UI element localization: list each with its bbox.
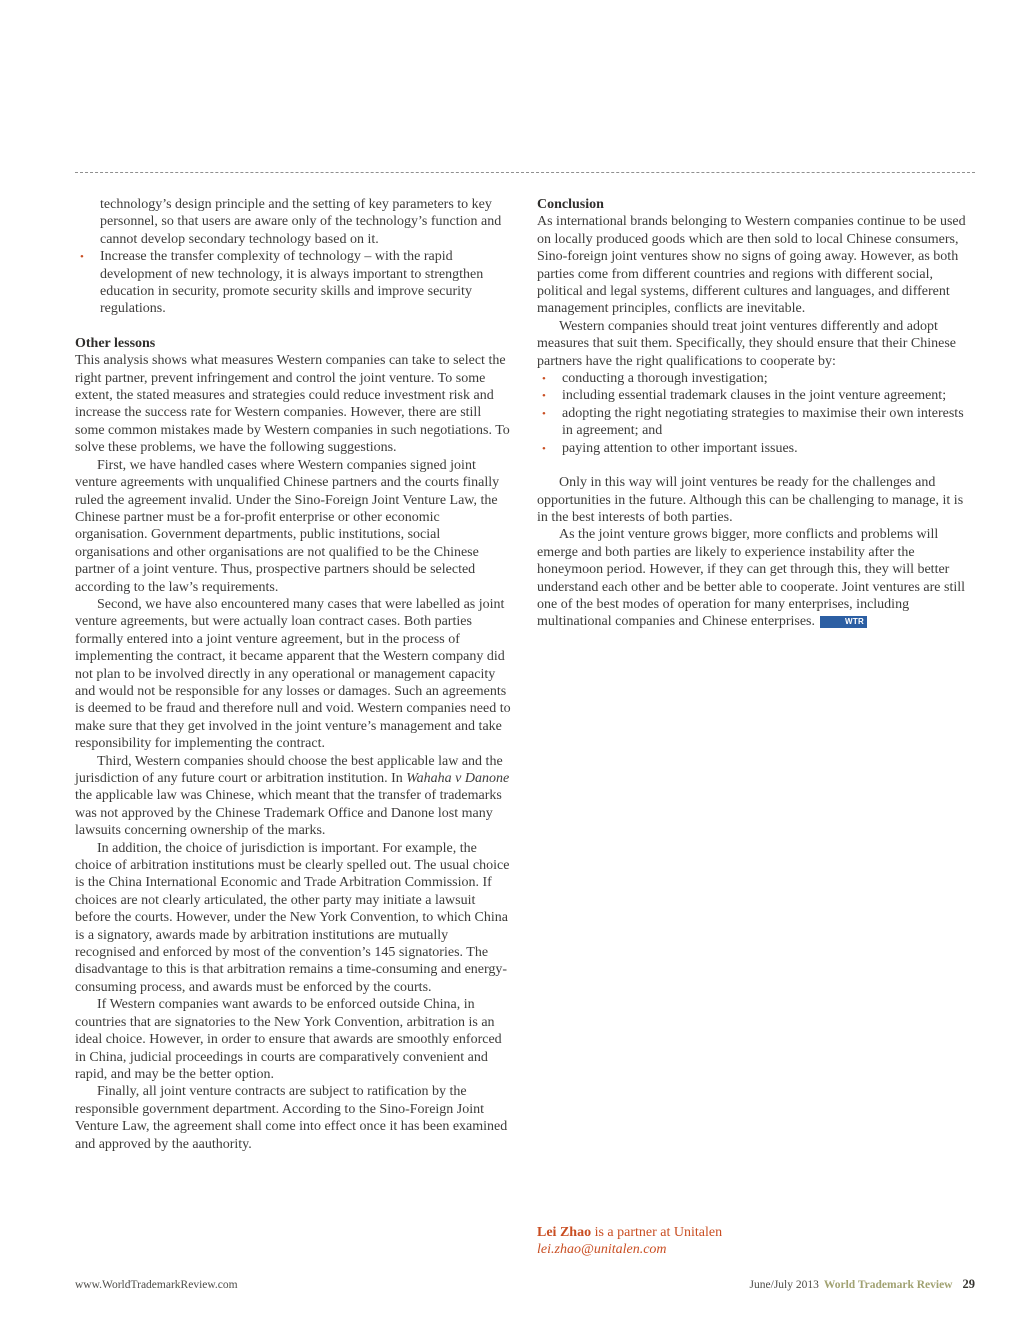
footer-right <box>750 1276 975 1294</box>
case-paragraph-before: Third, Western companies should choose the best applicable law and the jurisdiction of any future court or arbitration institution. In <box>75 753 503 786</box>
footer-publication-name: World Trademark Review <box>823 1279 953 1291</box>
body-paragraph: Only in this way will joint ventures be ready for the challenges and opportunities in the future. Although this can be challenging to manage, it is in the best interests of both parties. <box>537 475 964 525</box>
bullet-icon: • <box>542 442 546 455</box>
list-item-text: technology’s design principle and the setting of key parameters to key personnel, so that users are aware only of the technology’s function and cannot develop secondary technology based on it. <box>100 197 502 247</box>
author-title: is a partner at Unitalen <box>591 1225 723 1240</box>
list-item <box>537 387 975 404</box>
author-block <box>537 1224 975 1259</box>
list-item <box>75 248 512 318</box>
right-column <box>537 196 975 631</box>
author-email: lei.zhao@unitalen.com <box>537 1242 667 1258</box>
list-item-text: Increase the transfer complexity of technology – with the rapid development of new technology, it is always important to strengthen education in security, promote security skills and improve security regulations. <box>100 249 484 317</box>
body-paragraph: In addition, the choice of jurisdiction is important. For example, the choice of arbitration institutions must be clearly spelled out. The usual choice is the China International Economic and Trade Arbitration Commission. If choices are not clearly articulated, the other party may initiate a lawsuit before the courts. However, under the New York Convention, to which China is a signatory, awards made by arbitration institutions are mutually recognised and enforced by most of the convention’s 145 signatories. The disadvantage to this is that arbitration remains a time-consuming and energy-consuming process, and awards must be enforced by the courts. <box>75 840 510 995</box>
author-name: Lei Zhao <box>537 1225 592 1240</box>
body-paragraph-final <box>537 526 975 630</box>
left-column <box>75 196 512 1153</box>
body-paragraph-case <box>75 753 512 840</box>
section-heading-other-lessons: Other lessons <box>75 335 156 351</box>
bullet-icon: • <box>80 251 84 264</box>
bullet-icon: • <box>542 373 546 386</box>
list-item-continuation <box>75 196 512 248</box>
list-item-text: conducting a thorough investigation; <box>562 371 768 387</box>
case-name: Wahaha v Danone <box>406 771 510 786</box>
body-paragraph: Western companies should treat joint ventures differently and adopt measures that suit them. Specifically, they should ensure that their Chinese partners have the right qualifications to cooperate by: <box>537 318 956 369</box>
section-heading-conclusion: Conclusion <box>537 197 604 212</box>
case-paragraph-after: the applicable law was Chinese, which meant that the transfer of trademarks was not approved by the Chinese Trademark Office and Danone lost many lawsuits concerning ownership of the marks. <box>75 788 502 839</box>
top-dashed-rule <box>75 172 975 173</box>
list-item <box>537 440 975 457</box>
body-paragraph: Finally, all joint venture contracts are subject to ratification by the responsible government department. According to the Sino-Foreign Joint Venture Law, the agreement shall come into effect once it has been examined and approved by the aauthority. <box>75 1084 508 1152</box>
body-paragraph: Second, we have also encountered many cases that were labelled as joint venture agreements, but were actually loan contract cases. Both parties formally entered into a joint venture agreement, but in the process of implementing the contract, it became apparent that the Western company did not plan to be involved directly in any operational or management capacity and would not be responsible for any losses or damages. Such an agreements is deemed to be fraud and therefore null and void. Western companies need to make sure that they get involved in the joint venture’s management and take responsibility for implementing the contract. <box>75 596 511 752</box>
footer-page-number: 29 <box>962 1277 975 1291</box>
footer-website: www.WorldTrademarkReview.com <box>75 1279 238 1291</box>
bullet-icon: • <box>542 390 546 403</box>
list-item-text: including essential trademark clauses in the joint venture agreement; <box>562 388 947 404</box>
body-paragraph: As international brands belonging to Western companies continue to be used on locally produced goods which are then sold to local Chinese consumers, Sino-foreign joint ventures show no signs of going away. However, as both parties come from different countries and regions with different social, political and legal systems, different cultures and languages, and different management principles, conflicts are inevitable. <box>537 214 966 317</box>
body-paragraph: First, we have handled cases where Western companies signed joint venture agreements with unqualified Chinese partners and the courts finally ruled the agreement invalid. Under the Sino-Foreign Joint Venture Law, the Chinese partner must be a for-profit enterprise or other economic organisation. Government departments, public institutions, social organisations and other organisations are not qualified to be the Chinese partner of a joint venture. Thus, prospective partners should be selected according to the law’s requirements. <box>75 457 500 595</box>
closing-paragraph-text: As the joint venture grows bigger, more conflicts and problems will emerge and both parties are likely to experience instability after the honeymoon period. However, if they can get through this, they will better understand each other and be better able to cooperate. Joint ventures are still one of the best modes of operation for many enterprises, including multinational companies and Chinese enterprises. <box>537 527 965 630</box>
list-item <box>537 370 975 387</box>
bullet-icon: • <box>542 407 546 420</box>
author-line <box>537 1224 975 1241</box>
body-paragraph: If Western companies want awards to be enforced outside China, in countries that are signatories to the New York Convention, arbitration is an ideal choice. However, in order to ensure that awards are smoothly enforced in China, judicial proceedings in courts are comparatively convenient and rapid, and may be the better option. <box>75 997 502 1082</box>
list-item <box>537 405 975 440</box>
page-footer <box>75 1276 975 1294</box>
wtr-logo-badge: WTR <box>820 616 867 628</box>
body-paragraph: This analysis shows what measures Western companies can take to select the right partner, prevent infringement and control the joint venture. To some extent, the stated measures and strategies could reduce investment risk and increase the success rate for Western companies. However, there are still some common mistakes made by Western companies in such negotiations. To solve these problems, we have the following suggestions. <box>75 353 510 456</box>
list-item-text: paying attention to other important issues. <box>562 440 798 456</box>
footer-issue-date: June/July 2013 <box>749 1279 819 1291</box>
list-item-text: adopting the right negotiating strategies to maximise their own interests in agreement; and <box>562 405 964 439</box>
